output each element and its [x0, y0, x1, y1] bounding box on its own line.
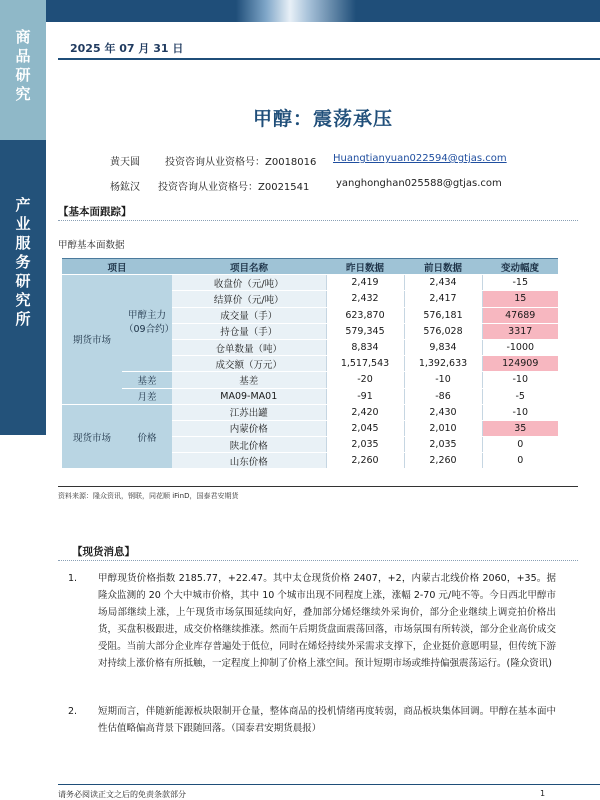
row-prev: 2,260: [326, 453, 404, 469]
author-email-2: yanghonghan025588@gtjas.com: [336, 178, 502, 189]
row-before: 1,392,633: [404, 356, 482, 372]
row-change: -10: [482, 372, 558, 388]
row-name: MA09-MA01: [172, 388, 326, 404]
row-before: 2,035: [404, 437, 482, 453]
author-name-1: 黄天圆: [110, 157, 140, 168]
footer-rule: [58, 784, 600, 785]
row-before: 2,010: [404, 420, 482, 436]
row-before: 2,434: [404, 275, 482, 291]
sidebar-mid-label: 产 业 服 务 研 究 所: [15, 196, 31, 328]
sidebar-mid-block: [0, 140, 46, 435]
table-row: [62, 372, 558, 388]
diamond-banner-image: [236, 0, 356, 22]
row-prev: 2,432: [326, 291, 404, 307]
row-change: 0: [482, 453, 558, 469]
author-name-2: 杨鈜汉: [110, 182, 140, 193]
data-source: 资料来源：隆众资讯，钢联，同花顺 iFinD，国泰君安期货: [58, 492, 239, 500]
sidebar-top-label: 商 品 研 究: [15, 28, 31, 103]
group-price: 价格: [122, 404, 172, 469]
table-bottom-rule: [58, 486, 578, 487]
row-prev: 2,035: [326, 437, 404, 453]
row-name: 江苏出罐: [172, 404, 326, 420]
fundamentals-table: [62, 258, 558, 469]
row-change: 0: [482, 437, 558, 453]
row-before: 576,028: [404, 323, 482, 339]
row-name: 仓单数量（吨）: [172, 339, 326, 355]
row-prev: 579,345: [326, 323, 404, 339]
group-spot-market: 现货市场: [62, 404, 122, 469]
row-change: -5: [482, 388, 558, 404]
row-prev: -91: [326, 388, 404, 404]
row-prev: -20: [326, 372, 404, 388]
footer-disclaimer: 请务必阅读正文之后的免责条款部分: [58, 790, 186, 799]
row-name: 结算价（元/吨）: [172, 291, 326, 307]
news-item: [68, 703, 556, 737]
news-divider: [58, 560, 578, 561]
row-change: -15: [482, 275, 558, 291]
table-row: [62, 404, 558, 420]
row-name: 陕北价格: [172, 437, 326, 453]
row-change: -1000: [482, 339, 558, 355]
table-header-row: [62, 259, 558, 275]
row-name: 成交额（万元）: [172, 356, 326, 372]
section-divider: [58, 220, 578, 221]
row-change: 35: [482, 420, 558, 436]
news-number: 1.: [68, 573, 78, 584]
news-number: 2.: [68, 706, 78, 717]
news-item: [68, 570, 556, 672]
news-text: 甲醇现货价格指数 2185.77，+22.47。其中太仓现货价格 2407，+2，内蒙古北线价格 2060，+35。据隆众监测的 20 个大中城市价格，其中 10 个城市出现不同程度上涨，涨幅 2-70 元/吨不等。今日西北甲醇市场局部继续上涨，上午现货市场氛围延续向好，叠加部分烯烃继续外采询价，部分企业继续上调竞拍价格出货，买盘积极跟进，成交价格继续推涨。然而午后期货盘面震荡回落，市场氛围有所转淡，部分企业高价成交受阻。当前大部分企业库存普遍处于低位，同时在烯烃持续外采需求支撑下，企业挺价意愿明显，但传统下游对持续上涨价格有所抵触，一定程度上抑制了价格上涨空间。预计短期市场或维持偏强震荡运行。(隆众资讯): [98, 573, 556, 669]
header-prev: 昨日数据: [326, 259, 404, 275]
row-change: -10: [482, 404, 558, 420]
fundamentals-section-label: 【基本面跟踪】: [58, 206, 132, 218]
row-before: 9,834: [404, 339, 482, 355]
row-prev: 2,419: [326, 275, 404, 291]
row-name: 山东价格: [172, 453, 326, 469]
row-name: 持仓量（手）: [172, 323, 326, 339]
row-change: 15: [482, 291, 558, 307]
group-spread: 月差: [122, 388, 172, 404]
row-name: 成交量（手）: [172, 307, 326, 323]
group-futures-market: 期货市场: [62, 275, 122, 405]
row-prev: 2,420: [326, 404, 404, 420]
sidebar-top-block: [0, 0, 46, 140]
author-email-1[interactable]: Huangtianyuan022594@gtjas.com: [333, 153, 507, 164]
row-before: 2,417: [404, 291, 482, 307]
page-number: 1: [540, 789, 546, 798]
row-change: 3317: [482, 323, 558, 339]
author-license-1: 投资咨询从业资格号：Z0018016: [165, 157, 317, 168]
author-license-2: 投资咨询从业资格号：Z0021541: [158, 182, 310, 193]
row-before: -86: [404, 388, 482, 404]
table-row: [62, 388, 558, 404]
row-before: 2,260: [404, 453, 482, 469]
row-name: 收盘价（元/吨）: [172, 275, 326, 291]
header-change: 变动幅度: [482, 259, 558, 275]
page-title: 甲醇：震荡承压: [252, 108, 393, 130]
table-title: 甲醇基本面数据: [58, 240, 125, 251]
header-banner: [46, 0, 600, 22]
header-item: 项目: [62, 259, 172, 275]
row-name: 基差: [172, 372, 326, 388]
news-section-label: 【现货消息】: [72, 546, 135, 558]
group-basis: 基差: [122, 372, 172, 388]
row-prev: 2,045: [326, 420, 404, 436]
row-before: -10: [404, 372, 482, 388]
row-prev: 8,834: [326, 339, 404, 355]
table-row: [62, 275, 558, 291]
sidebar: [0, 0, 46, 800]
group-main-contract: 甲醇主力（09合约）: [122, 275, 172, 372]
header-before: 前日数据: [404, 259, 482, 275]
header-item-name: 项目名称: [172, 259, 326, 275]
row-before: 2,430: [404, 404, 482, 420]
header-rule: [58, 58, 600, 60]
row-change: 47689: [482, 307, 558, 323]
report-date: 2025 年 07 月 31 日: [70, 42, 184, 55]
row-change: 124909: [482, 356, 558, 372]
row-name: 内蒙价格: [172, 420, 326, 436]
row-before: 576,181: [404, 307, 482, 323]
row-prev: 1,517,543: [326, 356, 404, 372]
news-text: 短期而言，伴随新能源板块限制开仓量，整体商品的投机情绪再度转弱，商品板块集体回调。甲醇在基本面中性估值略偏高背景下跟随回落。（国泰君安期货晨报）: [98, 706, 556, 734]
row-prev: 623,870: [326, 307, 404, 323]
